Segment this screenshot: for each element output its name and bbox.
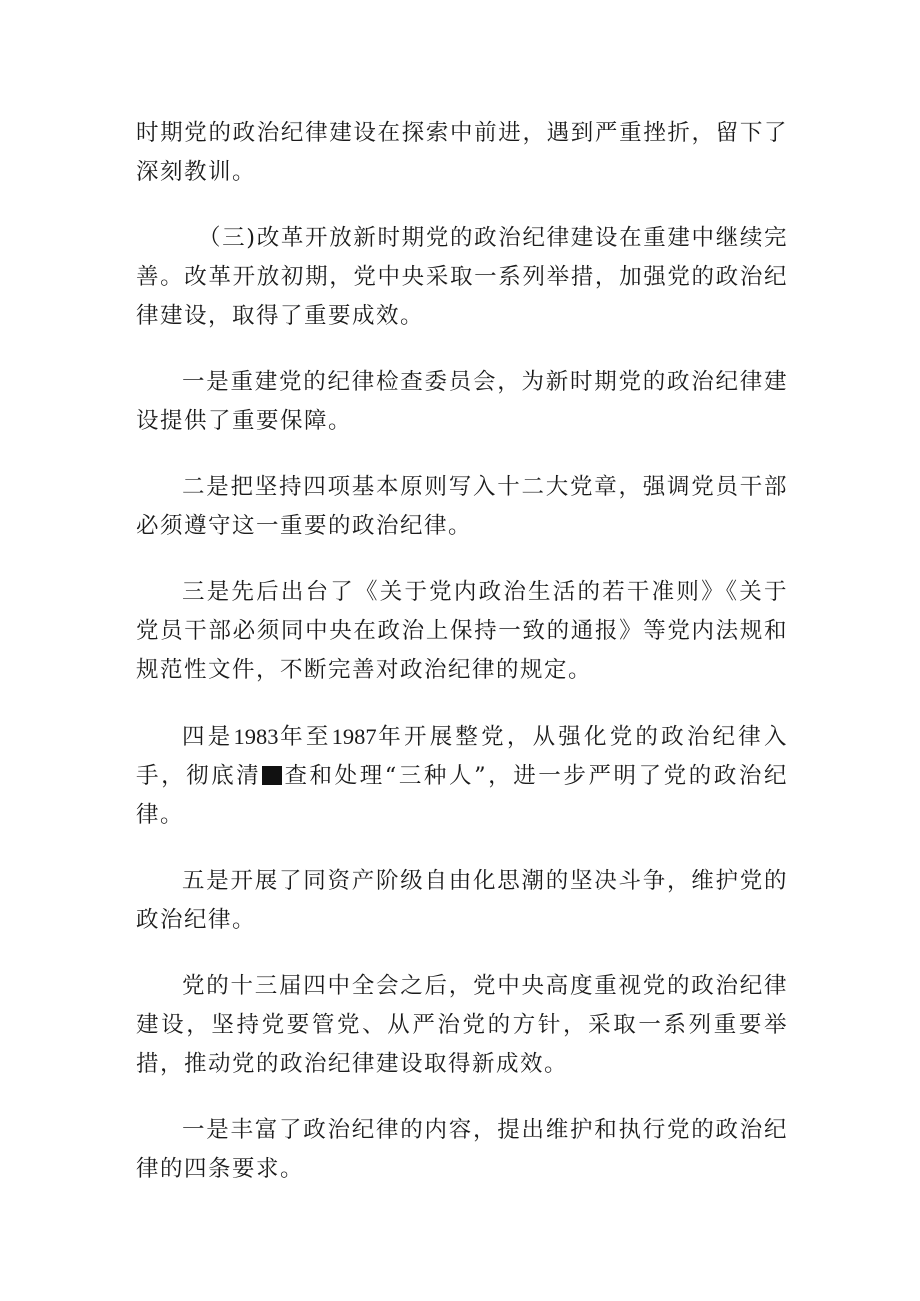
paragraph-item-4 <box>136 717 788 835</box>
paragraph-continuation: 时期党的政治纪律建设在探索中前进，遇到严重挫折，留下了深刻教训。 <box>136 120 788 185</box>
year-start: 1983 <box>233 724 279 749</box>
year-end: 1987 <box>331 724 377 749</box>
paragraph-item-2: 二是把坚持四项基本原则写入十二大党章，强调党员干部必须遵守这一重要的政治纪律。 <box>136 474 788 539</box>
redacted-character <box>262 766 282 785</box>
item-4-text-before-redaction: 年开展整党，从强化党的政治纪律入手，彻底清 <box>136 724 788 789</box>
paragraph-new-item-1: 一是丰富了政治纪律的内容，提出维护和执行党的政治纪律的四条要求。 <box>136 1117 788 1182</box>
paragraph-item-5: 五是开展了同资产阶级自由化思潮的坚决斗争，维护党的政治纪律。 <box>136 868 788 933</box>
section-heading-paragraph: （三)改革开放新时期党的政治纪律建设在重建中继续完善。改革开放初期，党中央采取一系列举措，加强党的政治纪律建设，取得了重要成效。 <box>136 225 788 329</box>
paragraph-item-3: 三是先后出台了《关于党内政治生活的若干准则》《关于党员干部必须同中央在政治上保持一致的通报》等党内法规和规范性文件，不断完善对政治纪律的规定。 <box>136 579 788 683</box>
item-4-text-after-redaction: 查和处理“三种人”，进一步严明了党的政治纪律。 <box>136 763 788 828</box>
item-4-prefix: 四是 <box>182 724 234 750</box>
document-body <box>136 114 788 1216</box>
item-4-mid: 年至 <box>278 724 332 750</box>
paragraph-item-1: 一是重建党的纪律检查委员会，为新时期党的政治纪律建设提供了重要保障。 <box>136 369 788 434</box>
paragraph-thirteenth-plenum: 党的十三届四中全会之后，党中央高度重视党的政治纪律建设，坚持党要管党、从严治党的方针，采取一系列重要举措，推动党的政治纪律建设取得新成效。 <box>136 973 788 1077</box>
